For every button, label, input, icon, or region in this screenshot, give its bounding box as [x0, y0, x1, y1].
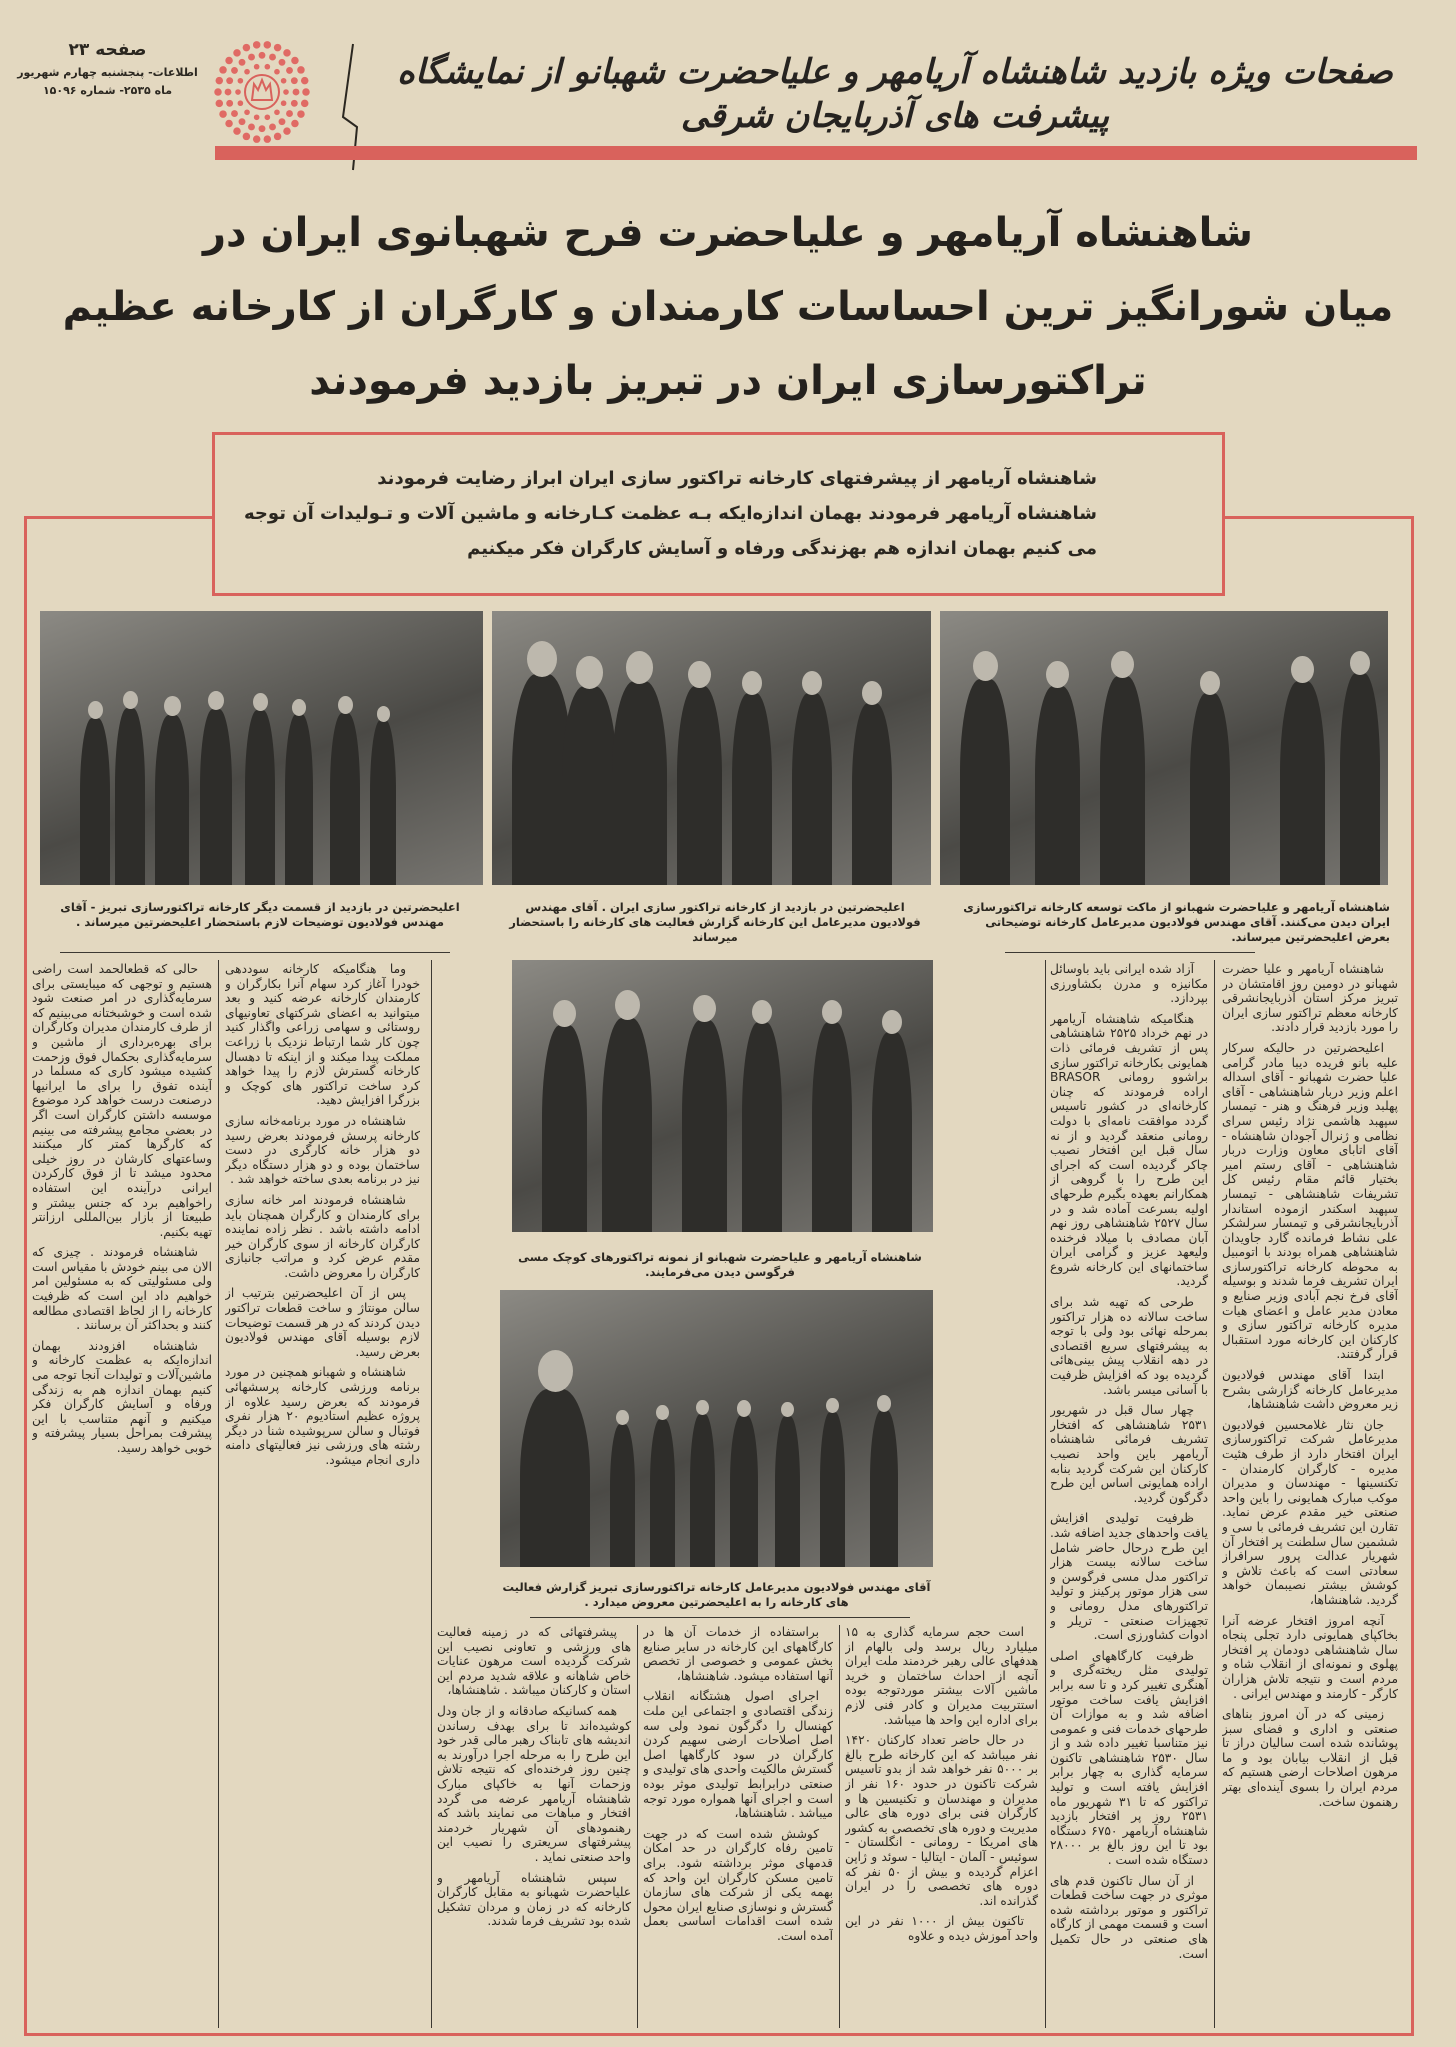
- photo-factory-model: [940, 611, 1388, 885]
- photo-figure-head: [693, 995, 716, 1022]
- photo-figure: [820, 1412, 845, 1567]
- headline-line-2: میان شورانگیز ترین احساسات کارمندان و کارگران از کارخانه عظیم: [62, 284, 1394, 330]
- article-column-5: [437, 1625, 631, 2028]
- photo-figure-head: [576, 656, 604, 689]
- paragraph: آنچه امروز افتخار عرضه آنرا بخاکپای همایونی دارد تجلی پنجاه سال شاهنشاهی دودمان پر افتخار پهلوی و نمونه‌ای از انقلاب شاه و مردم است و نتیجه تلاش هزاران کارگر - کارمند و مهندس ایرانی .: [1222, 1613, 1398, 1701]
- photo-figure-head: [123, 691, 138, 709]
- photo-crowd: [500, 1290, 933, 1567]
- photo-figure-head: [616, 1410, 629, 1425]
- photo-figure-head: [553, 1000, 576, 1027]
- photo-figure-head: [1046, 661, 1069, 688]
- photo-figure-head: [1111, 651, 1134, 678]
- paragraph: از آن سال تاکنون قدم های موثری در جهت ساخت قطعات تراکتور و موتور برداشته شده است و قسمت مهمی از کارگاه های صنعتی در حال تکمیل است.: [1050, 1873, 1208, 1961]
- photo-figure-head: [752, 1000, 772, 1024]
- paragraph: ظرفیت کارگاههای اصلی تولیدی مثل ریخته‌گری و آهنگری تغییر کرد و تا سه برابر افزایش یافت ساخت موتور اضافه شد و به موازات آن طرحهای خدمات فنی و عمومی نیز متناسبا تغییر داده شد و از سال ۲۵۳۰ شاهنشاهی تاکنون سرمایه گذاری به چهار برابر افزایش یافته است و تولید تراکتور که تا ۳۱ شهریور ماه ۲۵۳۱ روز پر افتخار بازدید شاهنشاه آریامهر ۶۷۵۰ دستگاه بود تا این روز بالغ بر ۲۸۰۰۰ دستگاه شده است .: [1050, 1648, 1208, 1868]
- article-column-2: [1050, 962, 1208, 2028]
- photo-figure: [610, 1424, 635, 1567]
- photo-figure: [612, 681, 667, 885]
- paragraph: شاهنشاه در مورد برنامه‌خانه سازی کارخانه پرسش فرمودند بعرض رسید دو هزار خانه کارگری در دست ساختمان بوده و دو هزار دستگاه دیگر نیز در برنامه بعدی ساخته خواهد شد .: [225, 1113, 420, 1187]
- photo-figure: [1100, 676, 1145, 885]
- caption-rule: [1005, 952, 1255, 953]
- caption-photo-right: شاهنشاه آریامهر و علیاحضرت شهبانو از ماکت توسعه کارخانه تراکتورسازی ایران دیدن می‌کنند. آقای مهندس فولادیون مدیرعامل کارخانه توضیحاتی بعرض اعلیحضرتین میرساند.: [963, 900, 1390, 944]
- photo-figure: [742, 1022, 782, 1232]
- photo-tractor: [512, 960, 933, 1232]
- paragraph: پس از آن اعلیحضرتین بترتیب از سالن مونتاژ و ساخت قطعات تراکتور دیدن کردند که در هر قسمت توضیحات لازم بوسیله آقای مهندس فولادیون بعرض رسید.: [225, 1286, 420, 1359]
- photo-figure: [602, 1018, 652, 1233]
- caption-photo-middle: اعلیحضرتین در بازدید از کارخانه تراکتور سازی ایران . آقای مهندس فولادیون مدیرعامل این کارخانه گزارش فعالیت های کارخانه را باستحضار میرساند: [509, 900, 921, 944]
- column-rule: [218, 960, 219, 2028]
- photo-figure: [520, 1389, 590, 1568]
- paragraph: سپس شاهنشاه آریامهر و علیاحضرت شهبانو به مقابل کارگران کارخانه که در زمان و مردان تشکیل شده بود تشریف فرما شدند.: [437, 1870, 631, 1929]
- paragraph: است حجم سرمایه گذاری به ۱۵ میلیارد ریال برسد ولی بالهام از هدفهای عالی رهبر خردمند ملت ایران آنچه از احداث ساختمان و خرید ماشین آلات بیشتر موردتوجه بوده استتربیت مدیران و کادر فنی لازم برای اداره این واحد ها میباشد.: [845, 1625, 1038, 1727]
- photo-figure: [812, 1022, 852, 1232]
- photo-figure: [115, 708, 145, 886]
- headline-line-3: تراکتورسازی ایران در تبریز بازدید فرمودند: [309, 358, 1147, 404]
- photo-machinery-visit: [492, 611, 931, 885]
- photo-figure-head: [208, 691, 224, 710]
- photo-figure: [370, 720, 396, 885]
- photo-figure-head: [1200, 671, 1220, 695]
- photo-figure: [285, 714, 313, 885]
- photo-figure: [562, 686, 617, 885]
- subheadline-line-2: شاهنشاه آریامهر فرمودند بهمان اندازه‌ایکه بـه عظمت کـارخانه و ماشین آلات و تـولیدات آن توجه: [244, 503, 1097, 524]
- paragraph: ابتدا آقای مهندس فولادیون مدیرعامل کارخانه گزارشی بشرح زیر معروض داشت شاهنشاها،: [1222, 1368, 1398, 1412]
- photo-figure: [792, 693, 832, 885]
- photo-figure-head: [626, 651, 654, 684]
- photo-figure-head: [882, 1010, 902, 1034]
- paragraph: طرحی که تهیه شد برای ساخت سالانه ده هزار تراکتور بمرحله نهائی بود ولی با توجه به پیشرفتهای سریع اقتصادی در دهه انقلاب پیش بینی‌هائی گردیده بود که افزایش ظرفیت با آسانی میسر باشد.: [1050, 1295, 1208, 1397]
- photo-figure-head: [822, 1000, 842, 1024]
- photo-figure-head: [377, 706, 390, 722]
- paragraph: اعلیحضرتین در حالیکه سرکار علیه بانو فریده دیبا مادر گرامی علیا حضرت شهبانو - آقای اسداله اعلم وزیر دربار شاهنشاهی - آقای پهلبد وزیر فرهنگ و هنر - تیمسار سپهبد هاشمی نژاد رئیس سرای نظامی و ژنرال آجودان شاهنشاه - آقای اتابای معاون وزارت دربار شاهنشاهی - آقای رستم امیر بختیار قائم مقام رئیس کل تشریفات شاهنشاهی - تیمسار سپهبد اسکندر ازموده استاندار آذربایجانشرقی و تیمسار سرلشکر علی نشاط فرمانده گارد جاویدان شاهنشاهی همراه بودند با اتومبیل به محوطه کارخانه تراکتورسازی ایران تشریف فرما شدند و بوسیله آقای فرخ نجم آبادی وزیر صنایع و معادن مدیر عامل و اعضای هیات مدیره کارخانه تراکتور سازی و کارکنان این کارخانه مورد استقبال قرار گرفتند.: [1222, 1040, 1398, 1362]
- main-headline: [28, 196, 1428, 418]
- article-column-4: [643, 1625, 833, 2028]
- photo-figure-head: [338, 696, 353, 714]
- photo-figure-head: [877, 1395, 891, 1412]
- photo-figure: [155, 715, 189, 885]
- date-line-2: ماه ۲۵۳۵- شماره ۱۵۰۹۶: [42, 84, 173, 97]
- paragraph: وما هنگامیکه کارخانه سوددهی خودرا آغاز کرد سهام آنرا بکارگران و کارمندان کارخانه عرضه کنید و بعد میتوانید به اعضای شرکتهای تعاونیهای روستائی و سهامی زراعی واگذار کنید چون کار شما ارتباط نزدیک با زراعت مملکت پیدا میکند و از اینکه تا دهسال کارخانه گسترش لازم را پیدا خواهد کرد ساخت تراکتور های کوچک و بزرگرا افزایش دهید.: [225, 962, 420, 1108]
- photo-figure-head: [615, 990, 640, 1020]
- photo-figure: [732, 693, 772, 885]
- paragraph: هنگامیکه شاهنشاه آریامهر در نهم خرداد ۲۵۲۵ شاهنشاهی پس از تشریف فرمائی ذات همایونی بکارخانه تراکتور سازی براشوو رومانی BRASOR اراده فرمودند که چنان کارخانه‌ای در کشور تاسیس گردد موافقت نامه‌ای با دولت رومانی منعقد گردید و از نه سال قبل این افتخار نصیب چاکر گردیده است که اجرای این طرح را با گروهی از همکارانم بعهده بگیرم طرحهای اولیه بسرعت آماده شد و در سال ۲۵۲۷ شاهنشاهی روز نهم آبان مصادف با میلاد فرخنده ولیعهد عزیز و گرامی ایران ساختمانهای این کارخانه شروع گردید.: [1050, 1011, 1208, 1289]
- article-column-6: [225, 962, 420, 2028]
- photo-figure: [682, 1020, 727, 1232]
- article-column-7: [32, 962, 212, 2028]
- photo-figure: [677, 686, 722, 885]
- caption-photo-crowd: آقای مهندس فولادیون مدیرعامل کارخانه تراکتورسازی تبریز گزارش فعالیت های کارخانه را به اعلیحضرتین معروض میدارد .: [502, 1580, 931, 1609]
- frame-line: [24, 2033, 1414, 2036]
- photo-factory-walk: [40, 611, 483, 885]
- paragraph: شاهنشاه آریامهر و علیا حضرت شهبانو در دومین روز اقامتشان در تبریز مرکز استان آذربایجانشرقی کارخانه معظم تراکتور سازی ایران را مورد بازدید قرار دادند.: [1222, 962, 1398, 1035]
- frame-line: [24, 516, 212, 519]
- photo-figure-head: [742, 671, 762, 695]
- paragraph: کوشش شده است که در جهت تامین رفاه کارگران در حد امکان قدمهای موثر برداشته شود. برای تامین مسکن کارگران این واحد که بهمه یکی از شرکت های سازمان گسترش و نوسازی صنایع ایران محول شده است اقدامات اساسی بعمل آمده است.: [643, 1826, 833, 1943]
- photo-figure: [960, 679, 1010, 886]
- photo-figure: [1190, 693, 1230, 885]
- article-column-3: [845, 1625, 1038, 2028]
- paragraph: حالی که قطعا‌لحمد است راضی هستیم و توجهی که میبایستی برای سرمایه‌گذاری در امر صنعت شود شده است و خوشبختانه می‌بینیم که از طرف کارمندان مدیران وکارگران برای بهره‌برداری از ماشین و سرمایه‌گذاری بحکمال فوق وزحمت کشیده میشود کاری که مسلما در آینده تفوق را برای ما ایرانیها درصنعت درست خواهد کرد موضوع موسسه داشتن کارگران است اگر در بعضی مجامع پیشرفته می بینیم که کارگرها کمتر کار میکنند وساعتهای کارشان در روز خیلی محدود میشد تا از فوق کارکردن ایرانی درآینده این استفاده راخواهیم برد که جنس بیشتر و طبیعتا از بازار بین‌المللی ارزانتر تهیه بکنیم.: [32, 962, 212, 1239]
- photo-figure: [80, 718, 110, 886]
- subheadline-line-1: شاهنشاه آریامهر از پیشرفتهای کارخانه تراکتور سازی ایران ابراز رضایت فرمودند: [377, 468, 1097, 489]
- caption-rule: [60, 952, 450, 953]
- subheadline-box: [212, 432, 1225, 596]
- date-line-1: اطلاعات- پنجشنبه چهارم شهریور: [17, 66, 198, 79]
- column-rule: [431, 960, 432, 2028]
- paragraph: چهار سال قبل در شهریور ۲۵۳۱ شاهنشاهی که افتخار تشریف فرمائی شاهنشاه آریامهر باین واحد نصیب کارکنان این شرکت گردید بنابه اراده همایونی اساس این طرح دگرگون گردید.: [1050, 1403, 1208, 1505]
- paragraph: در حال حاضر تعداد کارکنان ۱۴۲۰ نفر میباشد که این کارخانه طرح بالغ بر ۵۰۰۰ نفر خواهد شد از بدو تاسیس شرکت تاکنون در حدود ۱۶۰ نفر از مدیران و مهندسان و تکنیسین ها و کارگران فنی برای دوره های عالی مدیریت و دوره های تخصصی به کشور های امریکا - رومانی - انگلستان - سوئیس - آلمان - ایتالیا - سوئد و ژاپن اعزام گردیده و بیش از ۵۰ نفر که دوره های تخصصی را در ایران گذرانده اند.: [845, 1733, 1038, 1908]
- photo-figure: [1280, 681, 1325, 885]
- frame-line: [1222, 516, 1414, 519]
- paragraph: جان نثار غلامحسین فولادیون مدیرعامل شرکت تراکتورسازی ایران افتخار دارد از طرف هئیت مدیره - کارگران کارمندان - تکنسینها - مهندسان و مدیران موکب مبارک همایونی را باین واحد صنعتی خیر مقدم عرض نماید. تقارن این تشریف فرمائی با سی و ششمین سال سلطنت پر افتخار آن شهریار عدالت پرور سرافراز سعادتی است که باعث تلاش و کوشش بیشتر نصیبمان خواهد گردید. شاهنشاها،: [1222, 1417, 1398, 1607]
- photo-figure-head: [656, 1405, 669, 1420]
- article-column-1: [1222, 962, 1398, 2028]
- paragraph: زمینی که در آن امروز بناهای صنعتی و اداری و فضای سبز پوشانده شده است سالیان دراز تا قبل از انقلاب بیابان بود و ما مرهون اصلاحات ارضی هستیم که مردم ایران را بسوی آینده‌ای بهتر رهنمون ساخت.: [1222, 1707, 1398, 1809]
- paragraph: شاهنشاه افزودند بهمان اندازه‌ایکه به عظمت کارخانه و ماشین‌آلات و تولیدات آنجا توجه می کنیم بهمان اندازه هم به زندگی ورفاه و آسایش کارگران فکر میکنیم و آنهم متناسب با این پیشرفت بمراحل بسیار پیشرفته و خوبی خواهد رسید.: [32, 1338, 212, 1455]
- paragraph: آزاد شده ایرانی باید باوسائل مکانیزه و مدرن بکشاورزی بپردازد.: [1050, 962, 1208, 1006]
- frame-line: [24, 516, 27, 2036]
- column-rule: [637, 1625, 638, 2028]
- photo-figure: [852, 703, 892, 885]
- photo-figure: [245, 710, 275, 886]
- photo-figure-head: [1291, 656, 1314, 683]
- paragraph: براستفاده از خدمات آن ها در کارگاههای این کارخانه در سایر صنایع بخش عمومی و خصوصی از تخصص آنها استفاده میشود. شاهنشاها،: [643, 1625, 833, 1683]
- subheadline-line-3: می کنیم بهمان اندازه هم بهزندگی ورفاه و آسایش کارگران فکر میکنیم: [467, 538, 1097, 559]
- photo-figure-head: [781, 1402, 794, 1417]
- column-rule: [1045, 960, 1046, 2028]
- headline-line-1: شاهنشاه آریامهر و علیاحضرت فرح شهبانوی ایران در: [202, 210, 1254, 256]
- paragraph: تاکنون بیش از ۱۰۰۰ نفر در این واحد آموزش دیده و علاوه: [845, 1914, 1038, 1943]
- photo-figure: [872, 1032, 912, 1232]
- photo-figure: [775, 1416, 800, 1567]
- photo-figure: [870, 1410, 898, 1567]
- paragraph: اجرای اصول هشتگانه انقلاب زندگی اقتصادی و اجتماعی این ملت کهنسال را دگرگون نمود ولی سه اصل اصلاحات ارضی سهیم کردن کارگران در سود کارگاهها اصل گسترش مالکیت واحدی های تولیدی و صنعتی درابرابط تولیدی موثر بوده است و اجرای آنها همواره مورد توجه میباشد . شاهنشاها،: [643, 1689, 833, 1821]
- emblem-logo-icon: [214, 38, 310, 146]
- photo-figure-head: [538, 1350, 573, 1392]
- photo-figure-head: [253, 693, 268, 711]
- caption-photo-tractor: شاهنشاه آریامهر و علیاحضرت شهبانو از نمونه تراکتورهای کوچک مسی فرگوسن دیدن می‌فرمایند.: [518, 1250, 922, 1279]
- photo-figure: [650, 1419, 675, 1567]
- photo-figure-head: [688, 661, 711, 688]
- photo-figure: [690, 1414, 715, 1567]
- photo-figure: [330, 713, 360, 886]
- paragraph: شاهنشاه و شهبانو همچنین در مورد برنامه ورزشی کارخانه پرسشهائی فرمودند که بعرض رسید علاوه از پروژه عظیم استادیوم ۲۰ هزار نفری فوتبال و سالن سرپوشیده شنا در دیگر رشته های ورزشی نیز فعالیتهای دامنه داری انجام میشود.: [225, 1365, 420, 1467]
- photo-figure-head: [973, 651, 998, 681]
- photo-figure: [730, 1415, 758, 1567]
- photo-figure: [200, 709, 232, 885]
- photo-figure-head: [88, 701, 103, 719]
- photo-figure-head: [737, 1400, 751, 1417]
- photo-figure-head: [1350, 651, 1370, 675]
- page-number: صفحه ۲۳: [68, 40, 147, 60]
- paragraph: شاهنشاه فرمودند . چیزی که الان می بینم خودش با مقیاس است ولی مسئولیتی که به مسئولین امر خواهیم داد این است که ظرفیت کارخانه را از لحاظ اقتصادی مطالعه کنند و بحداکثر آن برسانند .: [32, 1245, 212, 1333]
- photo-figure-head: [696, 1400, 709, 1415]
- column-rule: [839, 1625, 840, 2028]
- photo-figure-head: [862, 681, 882, 705]
- column-rule: [1214, 960, 1215, 2028]
- photo-figure-head: [292, 699, 306, 716]
- paragraph: پیشرفتهائی که در زمینه فعالیت های ورزشی و تعاونی نصیب این شرکت گردیده است مرهون عنایات خاص شاهانه و علاقه شدید مردم این استان و کارکنان میباشد . شاهنشاها،: [437, 1625, 631, 1698]
- paragraph: شاهنشاه فرمودند امر خانه سازی برای کارمندان و کارگران همچنان باید ادامه داشته باشد . نظر زاده نماینده کارگران کارخانه از سوی کارگران خیر مقدم عرض کرد و مراتب جانبازی کارگران را معروض داشت.: [225, 1192, 420, 1280]
- photo-figure: [1340, 673, 1380, 885]
- photo-figure-head: [802, 671, 822, 695]
- paragraph: ظرفیت تولیدی افزایش یافت واحدهای جدید اضافه شد. این طرح درحال حاضر شامل ساخت سالانه بیست هزار تراکتور مدل مسی فرگوسن و سی هزار موتور پرکینز و تولید تراکتورهای مدل رومانی و تجهیزات صنعتی - تریلر و ادوات کشاورزی است.: [1050, 1511, 1208, 1643]
- photo-figure-head: [527, 641, 557, 677]
- masthead-red-bar: [215, 146, 1417, 160]
- photo-figure-head: [164, 696, 181, 716]
- photo-figure: [1035, 686, 1080, 885]
- caption-photo-left: اعلیحضرتین در بازدید از قسمت دیگر کارخانه تراکتورسازی تبریز - آقای مهندس فولادیون توضیحات لازم باستحضار اعلیحضرتین میرساند .: [60, 900, 460, 929]
- section-title: صفحات ویژه بازدید شاهنشاه آریامهر و علیاحضرت شهبانو از نمایشگاه پیشرفت های آذربایجان شرقی: [397, 52, 1393, 136]
- photo-figure: [542, 1025, 587, 1232]
- photo-figure-head: [826, 1398, 839, 1413]
- paragraph: همه کسانیکه صادقانه و از جان ودل کوشیده‌اند تا برای بهدف رساندن اندیشه های تابناک رهبر مالی قدر خود این طرح را به مرحله اجرا درآورند به چنین روز فرخنده‌ای که نتیجه تلاش وزحمات آنها به خاکپای مبارک شاهنشاه آریامهر عرضه می گردد افتخار و مباهات می نمایند باشد که رهنمودهای آن شهریار خردمند پیشرفتهای سریعتری را نصیب این واحد صنعتی نماید .: [437, 1703, 631, 1864]
- frame-line: [1411, 516, 1414, 2036]
- section-rule: [530, 1617, 910, 1618]
